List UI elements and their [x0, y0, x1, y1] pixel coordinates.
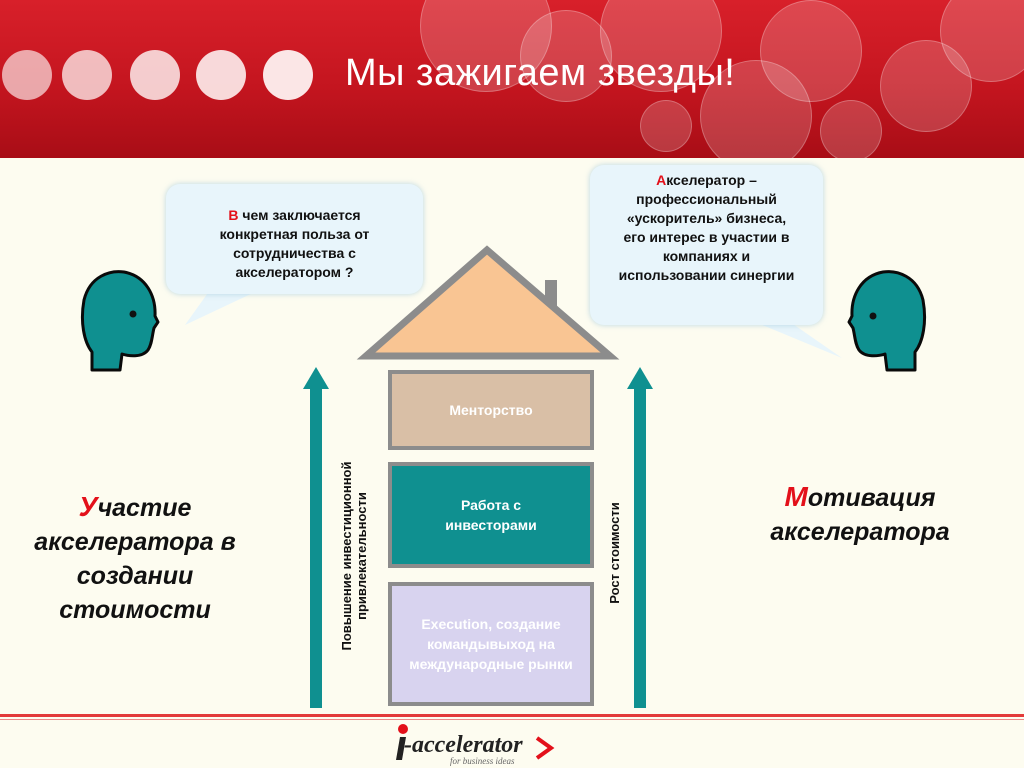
- logo-chevron-icon: [535, 736, 555, 760]
- left-caption-body: частие акселератора в создании стоимости: [34, 494, 236, 624]
- logo-tagline: for business ideas: [450, 756, 515, 766]
- investors-label: Работа с инвесторами: [445, 497, 537, 533]
- right-speech-body: кселератор – профессиональный «ускоритель» бизнеса, его интерес в участии в компаниях и использовании синергии: [618, 172, 795, 283]
- right-arrow-shaft: [634, 386, 646, 708]
- footer-line-thin: [0, 719, 1024, 720]
- investors-block: [388, 462, 594, 568]
- right-speech-text: [618, 171, 796, 285]
- left-head-icon: [82, 272, 158, 370]
- slide-title: Мы зажигаем звезды!: [345, 52, 736, 94]
- left-caption: [28, 490, 242, 627]
- left-arrow-head: [303, 367, 329, 389]
- left-speech-body: чем заключается конкретная польза от сотрудничества с акселератором ?: [219, 207, 370, 280]
- left-speech-initial: В: [228, 207, 239, 223]
- right-head-icon: [849, 272, 925, 370]
- right-speech-initial: А: [656, 172, 667, 188]
- right-caption-initial: М: [784, 481, 808, 512]
- left-speech-text: [200, 206, 390, 282]
- logo-text: -accelerator: [404, 732, 523, 758]
- left-speech-bubble: [166, 184, 423, 294]
- right-speech-bubble: [590, 165, 823, 325]
- right-arrow-head: [627, 367, 653, 389]
- left-caption-initial: У: [78, 491, 98, 522]
- i-accelerator-logo: [390, 722, 550, 766]
- execution-block: [388, 582, 594, 706]
- right-caption-body: отивация акселератора: [770, 484, 950, 546]
- left-arrow-shaft: [310, 386, 322, 708]
- mentorship-block: [388, 370, 594, 450]
- footer-line: [0, 714, 1024, 717]
- right-caption: [745, 480, 975, 549]
- right-arrow-label: Рост стоимости: [607, 502, 622, 604]
- execution-label: Execution, создание командывыход на международные рынки: [409, 616, 573, 672]
- left-arrow-label: Повышение инвестиционной привлекательности: [339, 461, 369, 651]
- left-speech-tail: [185, 290, 255, 325]
- mentorship-label: Менторство: [449, 402, 533, 418]
- right-speech-tail: [760, 322, 842, 358]
